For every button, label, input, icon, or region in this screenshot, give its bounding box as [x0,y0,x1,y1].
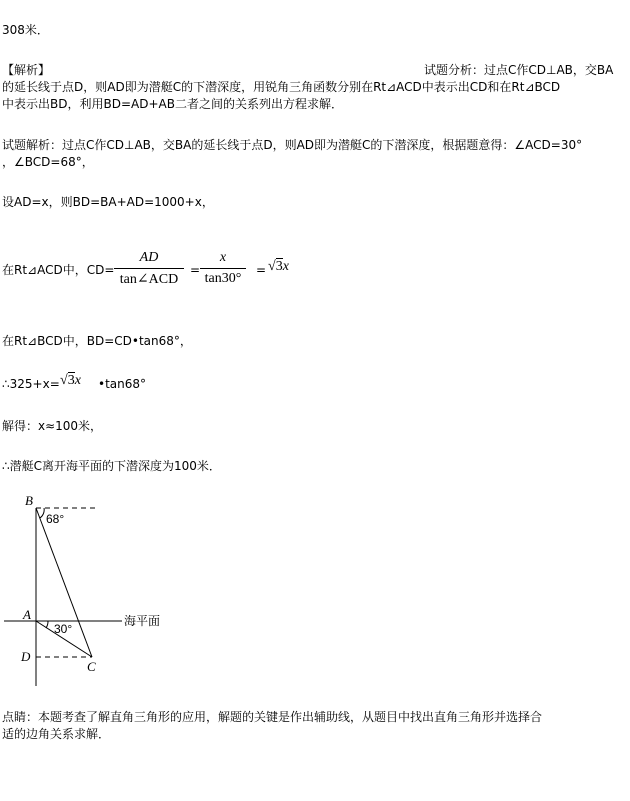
fraction-ad-over-tan [114,250,184,288]
fraction-numerator: x [219,250,227,265]
rt-bcd-equation: 在Rt⊿BCD中，BD=CD•tan68°， [2,334,192,348]
sqrt-3-x: √3x [268,259,289,274]
previous-answer-tail: 308米． [2,23,49,37]
analysis-line-3: 中表示出BD，利用BD=AD+AB二者之间的关系列出方程求解． [2,97,343,111]
solution-line-1: 试题解析：过点C作CD⊥AB，交BA的延长线于点D，则AD即为潜艇C的下潜深度，根据题意得：∠ACD=30° [2,138,583,152]
radicand: 3 [275,259,283,274]
sea-level-label: 海平面 [124,614,161,628]
variable-x: x [282,259,289,274]
label-d: D [21,649,31,664]
comment-line-1: 点睛：本题考查了解直角三角形的应用，解题的关键是作出辅助线，从题目中找出直角三角形并选择合 [2,710,543,724]
analysis-line-2: 的延长线于点D，则AD即为潜艇C的下潜深度，用锐角三角函数分别在Rt⊿ACD中表示出CD和在Rt⊿BCD [2,80,561,94]
variable-x: x [74,373,81,388]
solution-line-2: ，∠BCD=68°， [2,155,94,169]
angle-arc-b [40,508,44,518]
analysis-intro: 试题分析：过点C作CD⊥AB，交BA [424,63,614,77]
analysis-header: 【解析】 [2,63,51,77]
sqrt-3-x: √3x [60,373,81,388]
label-c: C [87,659,96,674]
solution-set-variable: 设AD=x，则BD=BA+AD=1000+x， [2,195,214,209]
submarine-diagram [0,490,220,690]
fraction-denominator: tan30° [204,271,242,286]
fraction-denominator: tan∠ACD [119,272,179,287]
comment-line-2: 适的边角关系求解． [2,727,111,741]
fraction-numerator: AD [139,250,159,265]
rt-acd-prefix: 在Rt⊿ACD中，CD= [2,263,115,277]
equals-sign: = [190,263,201,277]
label-b: B [25,493,33,508]
label-a: A [23,607,31,622]
conclusion-line: ∴潜艇C离开海平面的下潜深度为100米． [2,459,221,473]
angle-label-68: 68° [46,512,65,526]
answer-line: 解得：x≈100米， [2,419,103,433]
equals-sign: = [256,263,267,277]
fraction-x-over-tan30 [200,250,246,287]
fraction-bar [114,268,184,269]
therefore-tail: •tan68° [98,377,147,391]
therefore-prefix: ∴325+x= [2,377,60,391]
radicand: 3 [67,373,75,388]
angle-label-30: 30° [54,622,73,636]
fraction-bar [200,268,246,269]
angle-arc-a [46,621,48,628]
